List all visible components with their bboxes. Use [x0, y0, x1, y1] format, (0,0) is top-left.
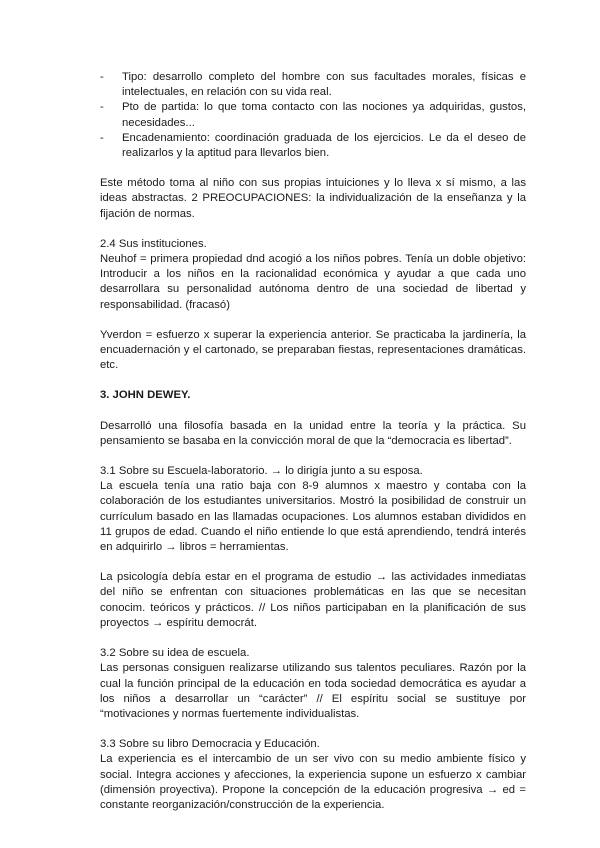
section-3-2-title: 3.2 Sobre su idea de escuela.	[100, 647, 250, 660]
bullet-item-punto-partida	[100, 100, 526, 130]
paragraph-metodo: Este método toma al niño con sus propias intuiciones y lo lleva x sí mismo, a las ideas abstractas. 2 PREOCUPACIONES: la individualización de la enseñanza y la fijación de normas.	[100, 177, 526, 220]
paragraph-neuhof: Neuhof = primera propiedad dnd acogió a los niños pobres. Tenía un doble objetivo: Introducir a los niños en la racionalidad económica y ayudar a que cada uno desarrollara su personalidad autónoma dentro de una sociedad de libertad y responsabilidad. (fracasó)	[100, 253, 526, 311]
bullet-marker: -	[100, 131, 104, 144]
section-3-1-title: 3.1 Sobre su Escuela-laboratorio. → lo dirigía junto a su esposa.	[100, 465, 423, 478]
bullet-item-tipo	[100, 70, 526, 100]
bullet-item-encadenamiento	[100, 131, 526, 161]
method-bullet-list	[100, 70, 526, 161]
paragraph-escuela-laboratorio: La escuela tenía una ratio baja con 8-9 alumnos x maestro y contaba con la colaboración de los estudiantes universitarios. Mostró la posibilidad de construir un currículum basado en las llamadas ocupaciones. Los alumnos estaban divididos en 11 grupos de edad. Cuando el niño entiende lo que está aprendiendo, tendrá interés en adquirirlo → libros = herramientas.	[100, 480, 526, 554]
bullet-marker: -	[100, 71, 104, 83]
paragraph-democracia-educacion: La experiencia es el intercambio de un ser vivo con su medio ambiente físico y social. Integra acciones y afecciones, la experiencia supone un esfuerzo x cambiar (dimensión proyectiva). Propone la concepción de la educación progresiva → ed = constante reorganización/construcción de la experiencia.	[100, 753, 526, 811]
paragraph-psicologia: La psicología debía estar en el programa de estudio → las actividades inmediatas del niño se enfrentan con situaciones problemáticas en las que se necesitan conocim. teóricos y prácticos. // Los niños participaban en la planificación de sus proyectos → espíritu democrát.	[100, 571, 526, 629]
paragraph-idea-escuela: Las personas consiguen realizarse utilizando sus talentos peculiares. Razón por la cual la función principal de la educación en toda sociedad democrática es ayudar a los niños a desarrollar un “carácter” // El espíritu social se sustituye por “motivaciones y normas fuertemente individualistas.	[100, 662, 526, 720]
bullet-text: Pto de partida: lo que toma contacto con las nociones ya adquiridas, gustos, necesidades...	[122, 101, 526, 129]
bullet-text: Tipo: desarrollo completo del hombre con sus facultades morales, físicas e intelectuales, en relación con su vida real.	[122, 71, 526, 99]
paragraph-yverdon: Yverdon = esfuerzo x superar la experiencia anterior. Se practicaba la jardinería, la encuadernación y el cartonado, se preparaban fiestas, representaciones dramáticas. etc.	[100, 328, 526, 372]
paragraph-dewey-intro: Desarrolló una filosofía basada en la unidad entre la teoría y la práctica. Su pensamiento se basaba en la convicción moral de que la “democracia es libertad”.	[100, 419, 526, 447]
heading-john-dewey: 3. JOHN DEWEY.	[100, 389, 191, 402]
bullet-marker: -	[100, 101, 104, 114]
page-content	[100, 70, 526, 813]
bullet-text: Encadenamiento: coordinación graduada de los ejercicios. Le da el deseo de realizarlos y la aptitud para llevarlos bien.	[122, 131, 526, 160]
section-2-4-title: 2.4 Sus instituciones.	[100, 237, 207, 250]
section-3-3-title: 3.3 Sobre su libro Democracia y Educación.	[100, 738, 320, 751]
